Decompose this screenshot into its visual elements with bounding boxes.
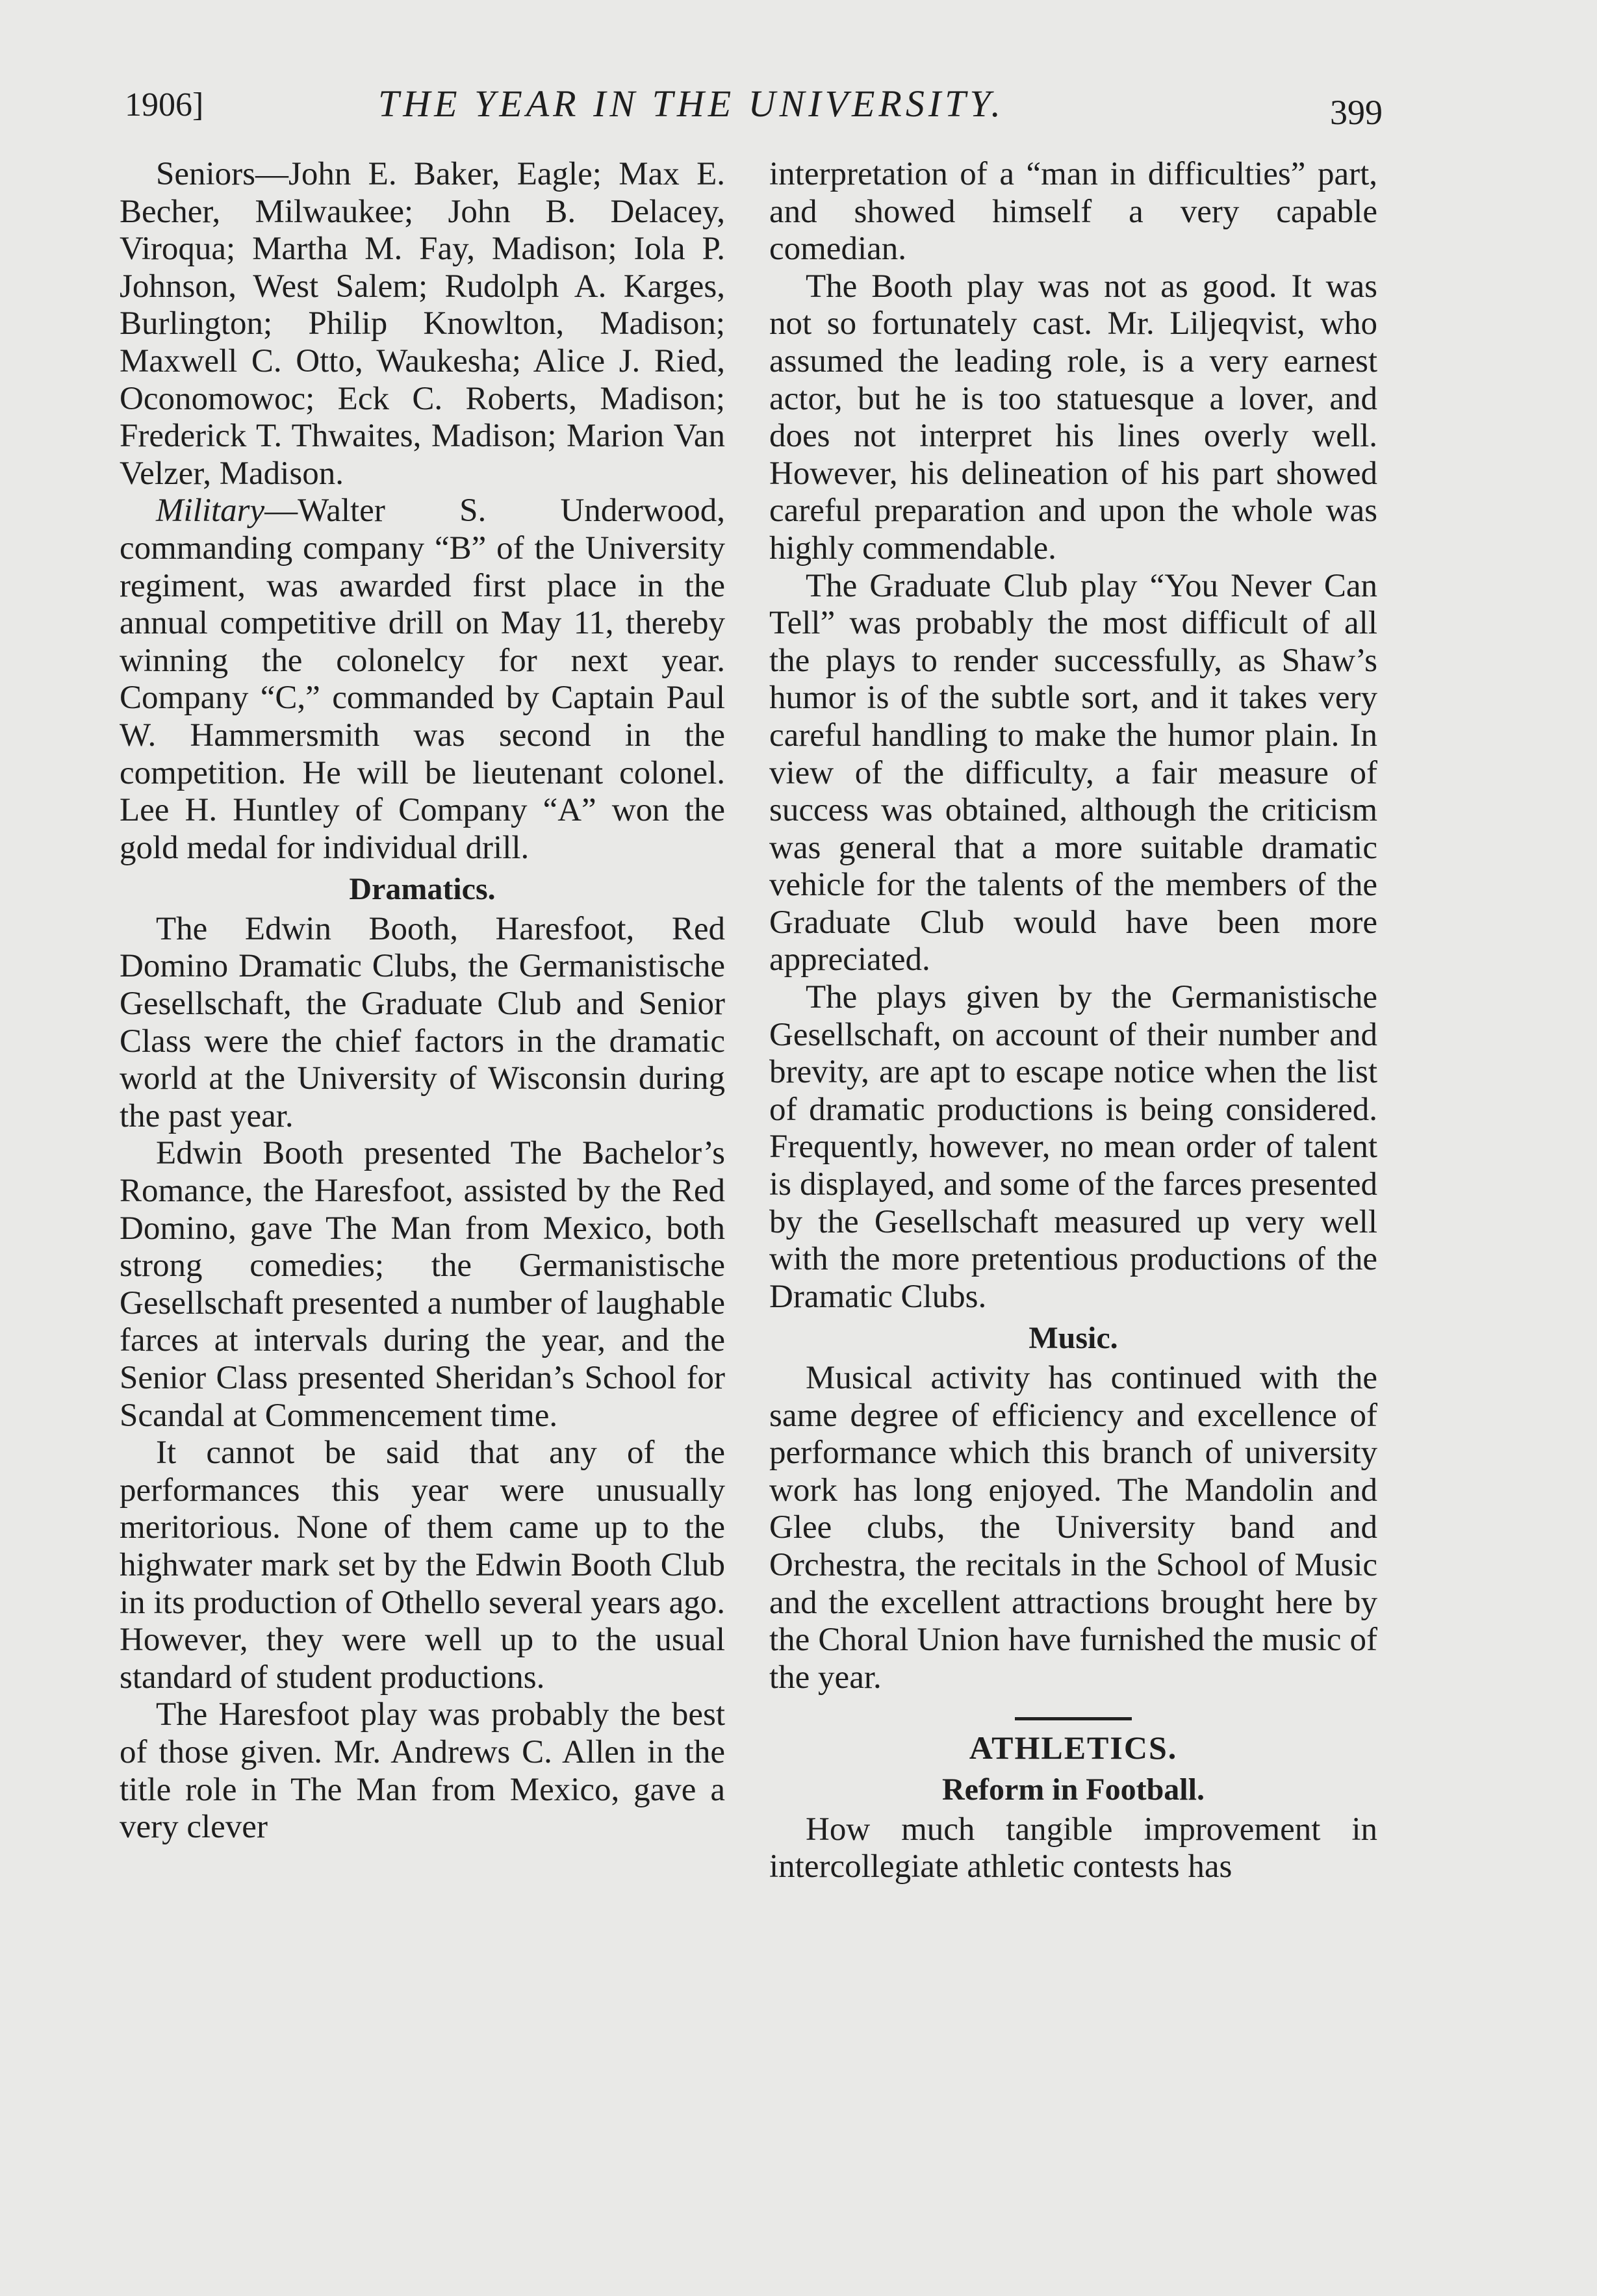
header-title: THE YEAR IN THE UNIVERSITY. bbox=[378, 83, 1004, 125]
paragraph-music: Musical activity has continued with the same degree of efficiency and excellence of performance which this branch of university work has long enjoyed. The Mandolin and Glee clubs, the University band and Orchestra, the recitals in the School of Music and the excellent attractions brought here by the Choral Union have furnished the music of the year. bbox=[769, 1360, 1377, 1696]
heading-dramatics: Dramatics. bbox=[349, 872, 496, 907]
paragraph-graduate-club: The Graduate Club play “You Never Can Tell” was probably the most difficult of all the plays to render successfully, as Shaw’s humor is of the subtle sort, and it takes very careful handling to make the humor plain. In view of the difficulty, a fair measure of success was obtained, although the criticism was general that a more suitable dramatic vehicle for the talents of the members of the Graduate Club would have been more appreciated. bbox=[769, 567, 1377, 978]
heading-athletics: ATHLETICS. bbox=[969, 1729, 1178, 1767]
paragraph-dramatics-4: The Haresfoot play was probably the best of those given. Mr. Andrews C. Allen in the title role in The Man from Mexico, gave a very clever bbox=[120, 1696, 725, 1846]
paragraph-continued: interpretation of a “man in difficulties” part, and showed himself a very capable comedian. bbox=[769, 156, 1377, 268]
header-year: 1906] bbox=[125, 86, 204, 123]
right-column bbox=[769, 156, 1377, 1886]
paragraph-dramatics-1: The Edwin Booth, Haresfoot, Red Domino Dramatic Clubs, the Germanistische Gesellschaft, the Graduate Club and Senior Class were the chief factors in the dramatic world at the University of Wisconsin during the past year. bbox=[120, 910, 725, 1134]
paragraph-dramatics-3: It cannot be said that any of the performances this year were unusually meritorious. None of them came up to the highwater mark set by the Edwin Booth Club in its production of Othello several years ago. However, they were well up to the usual standard of student productions. bbox=[120, 1435, 725, 1696]
paragraph-germanistische: The plays given by the Germanistische Gesellschaft, on account of their number and brevity, are apt to escape notice when the list of dramatic productions is being considered. Frequently, however, no mean order of talent is displayed, and some of the farces presented by the Gesellschaft measured up very well with the more pretentious productions of the Dramatic Clubs. bbox=[769, 979, 1377, 1315]
left-column bbox=[120, 156, 725, 1846]
military-label: Military bbox=[156, 492, 265, 529]
heading-music: Music. bbox=[1028, 1321, 1118, 1356]
paragraph-booth: The Booth play was not as good. It was not so fortunately cast. Mr. Liljeqvist, who assumed the leading role, is a very earnest actor, but he is too statuesque a lover, and does not interpret his lines overly well. However, his delineation of his part showed careful preparation and upon the whole was highly commendable. bbox=[769, 268, 1377, 567]
paragraph-military bbox=[120, 492, 725, 867]
page-number: 399 bbox=[1330, 93, 1383, 132]
paragraph-dramatics-2: Edwin Booth presented The Bachelor’s Romance, the Haresfoot, assisted by the Red Domino, gave The Man from Mexico, both strong comedies; the Germanistische Gesellschaft presented a number of laughable farces at intervals during the year, and the Senior Class presented Sheridan’s School for Scandal at Commencement time. bbox=[120, 1135, 725, 1434]
section-divider bbox=[1015, 1717, 1132, 1720]
paragraph-seniors: Seniors—John E. Baker, Eagle; Max E. Becher, Milwaukee; John B. Delacey, Viroqua; Martha M. Fay, Madison; Iola P. Johnson, West Salem; Rudolph A. Karges, Burlington; Philip Knowlton, Madison; Maxwell C. Otto, Waukesha; Alice J. Ried, Oconomowoc; Eck C. Roberts, Madison; Frederick T. Thwaites, Madison; Marion Van Velzer, Madison. bbox=[120, 156, 725, 492]
paragraph-football: How much tangible improvement in intercollegiate athletic contests has bbox=[769, 1811, 1377, 1885]
running-head bbox=[125, 77, 1383, 135]
military-text: —Walter S. Underwood, commanding company “B” of the University regiment, was awarded first place in the annual competitive drill on May 11, thereby winning the colonelcy for next year. Company “C,” commanded by Captain Paul W. Hammersmith was second in the competition. He will be lieutenant colonel. Lee H. Huntley of Company “A” won the gold medal for individual drill. bbox=[120, 492, 725, 866]
heading-reform-in-football: Reform in Football. bbox=[942, 1772, 1205, 1807]
